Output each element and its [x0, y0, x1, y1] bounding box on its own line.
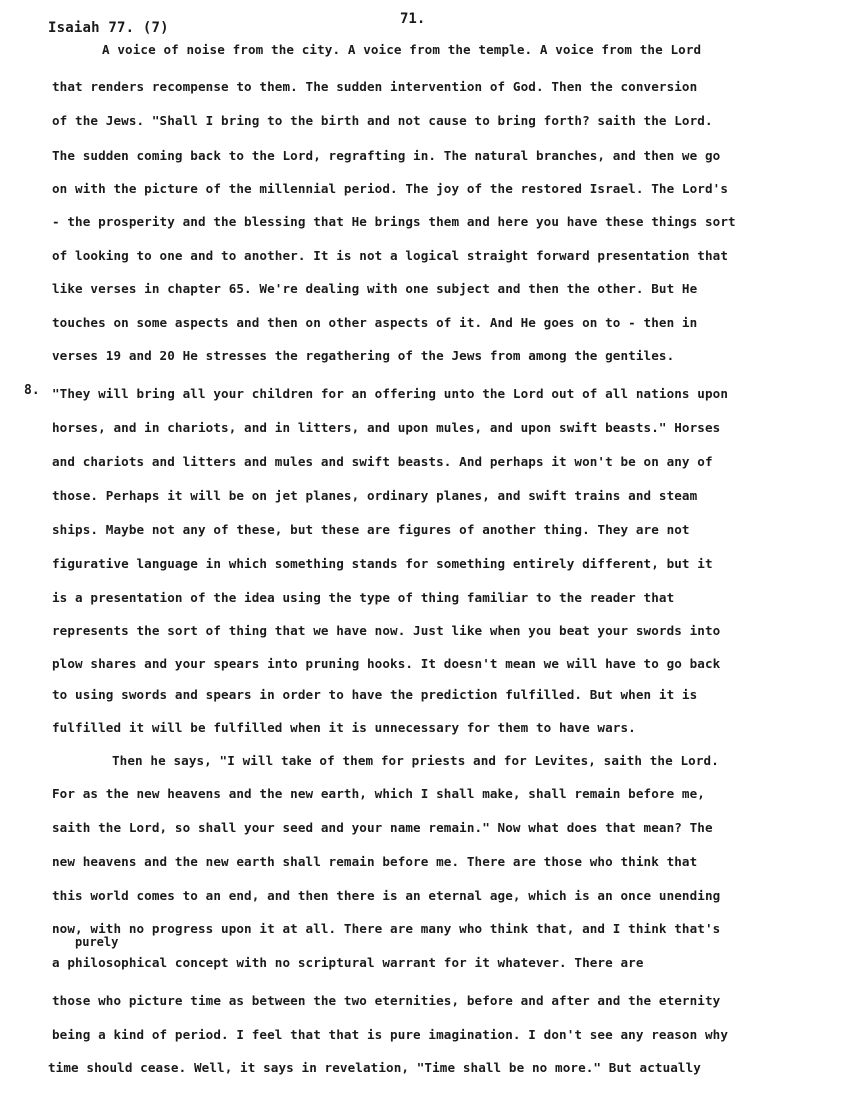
text-line: that renders recompense to them. The sudden intervention of God. Then the conversion — [52, 79, 698, 94]
text-line: time should cease. Well, it says in revelation, "Time shall be no more." But actually — [48, 1060, 701, 1075]
text-line: to using swords and spears in order to have the prediction fulfilled. But when it is — [52, 687, 698, 702]
text-line: and chariots and litters and mules and swift beasts. And perhaps it won't be on any of — [52, 454, 713, 469]
text-line: represents the sort of thing that we have now. Just like when you beat your swords into — [52, 623, 721, 638]
page-number: 71. — [400, 11, 426, 27]
text-line: "They will bring all your children for an offering unto the Lord out of all nations upon — [52, 386, 729, 401]
text-line: is a presentation of the idea using the type of thing familiar to the reader that — [52, 590, 675, 605]
text-line: Then he says, "I will take of them for priests and for Levites, saith the Lord. — [112, 753, 719, 768]
text-line: plow shares and your spears into pruning hooks. It doesn't mean we will have to go back — [52, 656, 721, 671]
text-line: being a kind of period. I feel that that is pure imagination. I don't see any reason why — [52, 1027, 729, 1042]
text-line: those. Perhaps it will be on jet planes, ordinary planes, and swift trains and steam — [52, 488, 698, 503]
text-line: A voice of noise from the city. A voice from the temple. A voice from the Lord — [102, 42, 702, 57]
text-line: this world comes to an end, and then there is an eternal age, which is an once unending — [52, 888, 721, 903]
text-line: ships. Maybe not any of these, but these are figures of another thing. They are not — [52, 522, 690, 537]
text-line: like verses in chapter 65. We're dealing with one subject and then the other. But He — [52, 281, 698, 296]
text-line: on with the picture of the millennial period. The joy of the restored Israel. The Lord's — [52, 181, 729, 196]
text-line: those who picture time as between the two eternities, before and after and the eternity — [52, 993, 721, 1008]
text-line: fulfilled it will be fulfilled when it is unnecessary for them to have wars. — [52, 720, 636, 735]
text-line: a philosophical concept with no scriptural warrant for it whatever. There are — [52, 955, 644, 970]
text-line: figurative language in which something stands for something entirely different, but it — [52, 556, 713, 571]
text-line: The sudden coming back to the Lord, regrafting in. The natural branches, and then we go — [52, 148, 721, 163]
text-line: touches on some aspects and then on other aspects of it. And He goes on to - then in — [52, 315, 698, 330]
text-line: verses 19 and 20 He stresses the regathering of the Jews from among the gentiles. — [52, 348, 675, 363]
text-line: - the prosperity and the blessing that He brings them and here you have these things sort — [52, 214, 736, 229]
text-line: now, with no progress upon it at all. There are many who think that, and I think that's — [52, 921, 721, 936]
text-line: For as the new heavens and the new earth, which I shall make, shall remain before me, — [52, 786, 705, 801]
text-line: of the Jews. "Shall I bring to the birth and not cause to bring forth? saith the Lord. — [52, 113, 713, 128]
margin-verse-number: 8. — [24, 383, 40, 398]
text-line: of looking to one and to another. It is not a logical straight forward presentation that — [52, 248, 729, 263]
text-line: saith the Lord, so shall your seed and your name remain." Now what does that mean? The — [52, 820, 713, 835]
text-line: new heavens and the new earth shall remain before me. There are those who think that — [52, 854, 698, 869]
interlinear-insertion: purely — [75, 935, 119, 949]
text-line: horses, and in chariots, and in litters, and upon mules, and upon swift beasts." Horses — [52, 420, 721, 435]
page-header-reference: Isaiah 77. (7) — [48, 20, 169, 36]
